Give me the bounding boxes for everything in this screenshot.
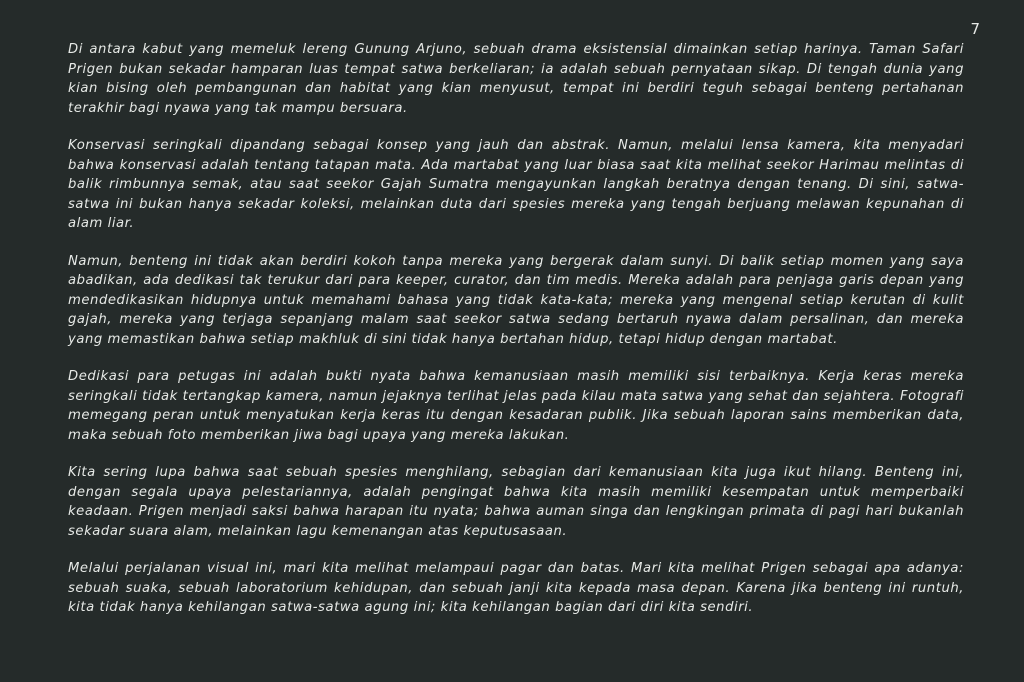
- page-number: 7: [970, 20, 980, 38]
- paragraph-2: Konservasi seringkali dipandang sebagai konsep yang jauh dan abstrak. Namun, melalui lensa kamera, kita menyadari bahwa konservasi adalah tentang tatapan mata. Ada martabat yang luar biasa saat kita melihat seekor Harimau melintas di balik rimbunnya semak, atau saat seekor Gajah Sumatra mengayunkan langkah beratnya dengan tenang. Di sini, satwa-satwa ini bukan hanya sekadar koleksi, melainkan duta dari spesies mereka yang tengah berjuang melawan kepunahan di alam liar.: [68, 138, 964, 231]
- paragraph-4: Dedikasi para petugas ini adalah bukti nyata bahwa kemanusiaan masih memiliki sisi terbaiknya. Kerja keras mereka seringkali tidak tertangkap kamera, namun jejaknya terlihat jelas pada kilau mata satwa yang sehat dan sejahtera. Fotografi memegang peran untuk menyatukan kerja keras itu dengan kesadaran publik. Jika sebuah laporan sains memberikan data, maka sebuah foto memberikan jiwa bagi upaya yang mereka lakukan.: [68, 369, 964, 443]
- paragraph-1: Di antara kabut yang memeluk lereng Gunung Arjuno, sebuah drama eksistensial dimainkan setiap harinya. Taman Safari Prigen bukan sekadar hamparan luas tempat satwa berkeliaran; ia adalah sebuah pernyataan sikap. Di tengah dunia yang kian bising oleh pembangunan dan habitat yang kian menyusut, tempat ini berdiri teguh sebagai benteng pertahanan terakhir bagi nyawa yang tak mampu bersuara.: [68, 42, 964, 116]
- paragraph-6: Melalui perjalanan visual ini, mari kita melihat melampaui pagar dan batas. Mari kita melihat Prigen sebagai apa adanya: sebuah suaka, sebuah laboratorium kehidupan, dan sebuah janji kita kepada masa depan. Karena jika benteng ini runtuh, kita tidak hanya kehilangan satwa-satwa agung ini; kita kehilangan bagian dari diri kita sendiri.: [68, 561, 964, 615]
- paragraph-5: Kita sering lupa bahwa saat sebuah spesies menghilang, sebagian dari kemanusiaan kita juga ikut hilang. Benteng ini, dengan segala upaya pelestariannya, adalah pengingat bahwa kita masih memiliki kesempatan untuk memperbaiki keadaan. Prigen menjadi saksi bahwa harapan itu nyata; bahwa auman singa dan lengkingan primata di pagi hari bukanlah sekadar suara alam, melainkan lagu kemenangan atas keputusasaan.: [68, 465, 964, 539]
- body-text: [68, 40, 964, 636]
- paragraph-3: Namun, benteng ini tidak akan berdiri kokoh tanpa mereka yang bergerak dalam sunyi. Di balik setiap momen yang saya abadikan, ada dedikasi tak terukur dari para keeper, curator, dan tim medis. Mereka adalah para penjaga garis depan yang mendedikasikan hidupnya untuk memahami bahasa yang tidak kata-kata; mereka yang mengenal setiap kerutan di kulit gajah, mereka yang terjaga sepanjang malam saat seekor satwa sedang bertaruh nyawa dalam persalinan, dan mereka yang memastikan bahwa setiap makhluk di sini tidak hanya bertahan hidup, tetapi hidup dengan martabat.: [68, 253, 964, 347]
